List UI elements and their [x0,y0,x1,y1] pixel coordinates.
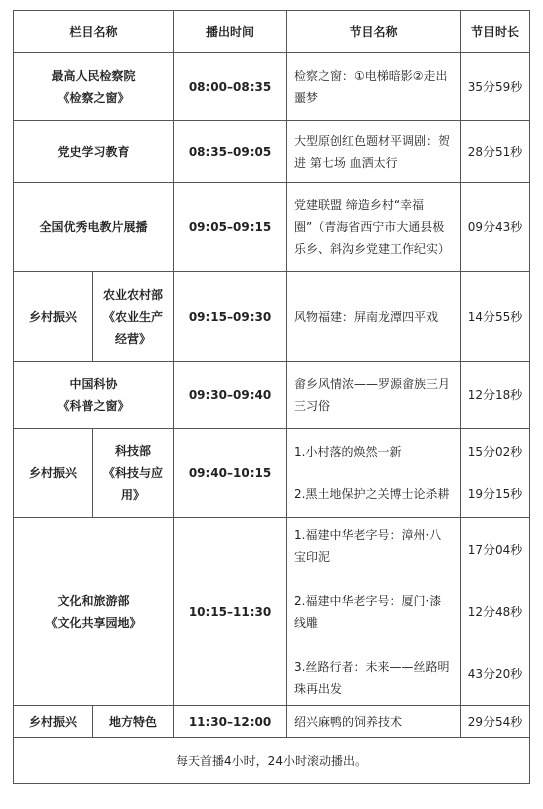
column-name-cell [14,53,174,121]
column-sub-line: 经营》 [115,331,152,346]
column-name-line: 中国科协 [69,377,118,391]
program-item: 1.小村落的焕然一新 [294,445,402,459]
broadcast-time: 09:40–10:15 [174,429,287,518]
column-sub-line: 科技部 [115,444,152,458]
schedule-table [13,10,530,784]
column-name-line: 《文化共享园地》 [45,615,142,630]
column-sub-line: 农业农村部 [103,287,164,302]
header-broadcast-time: 播出时间 [174,11,287,53]
program-duration: 09分43秒 [461,183,530,272]
program-item: 2.福建中华老字号：厦门·漆线雕 [294,593,442,630]
column-name-line: 《科普之窗》 [57,399,130,413]
header-duration: 节目时长 [461,11,530,53]
program-name: 绍兴麻鸭的饲养技术 [287,706,461,738]
column-sub-name: 地方特色 [93,706,174,738]
broadcast-time: 11:30–12:00 [174,706,287,738]
program-duration: 29分54秒 [461,706,530,738]
column-name-cell: 全国优秀电教片展播 [14,183,174,272]
column-name-cell [14,518,174,706]
table-row [14,121,530,183]
column-group-name: 乡村振兴 [14,272,93,362]
program-item: 3.丝路行者：未来——丝路明珠再出发 [294,659,450,696]
footer-row [14,738,530,784]
program-name: 畲乡风情浓——罗源畲族三月三习俗 [287,362,461,429]
table-row [14,706,530,738]
program-name: 大型原创红色题材平调剧：贺进 第七场 血洒太行 [287,121,461,183]
program-duration: 14分55秒 [461,272,530,362]
program-item-duration: 19分15秒 [467,487,523,501]
column-name-line: 最高人民检察院 [51,68,136,83]
table-row [14,429,530,518]
program-item-duration: 17分04秒 [467,542,523,557]
table-row [14,183,530,272]
broadcast-time: 09:05–09:15 [174,183,287,272]
column-name-line: 《检察之窗》 [57,90,130,105]
broadcast-time: 10:15–11:30 [174,518,287,706]
column-sub-name [93,429,174,518]
program-name: 风物福建：屏南龙潭四平戏 [287,272,461,362]
broadcast-time: 08:00–08:35 [174,53,287,121]
column-sub-name [93,272,174,362]
broadcast-time: 08:35–09:05 [174,121,287,183]
broadcast-time: 09:15–09:30 [174,272,287,362]
program-duration: 12分18秒 [461,362,530,429]
program-item: 1.福建中华老字号：漳州·八宝印泥 [294,527,442,564]
program-item-duration: 12分48秒 [467,604,523,619]
column-name-cell [14,362,174,429]
header-row [14,11,530,53]
program-duration: 28分51秒 [461,121,530,183]
table-row [14,362,530,429]
column-sub-line: 《农业生产 [103,309,164,324]
footer-note: 每天首播4小时，24小时滚动播出。 [14,738,530,784]
program-duration: 35分59秒 [461,53,530,121]
program-item-duration: 43分20秒 [467,666,523,681]
header-program-name: 节目名称 [287,11,461,53]
table-row [14,272,530,362]
program-name [287,429,461,518]
program-duration [461,429,530,518]
column-group-name: 乡村振兴 [14,429,93,518]
column-name-line: 文化和旅游部 [57,593,130,608]
program-item-duration: 15分02秒 [467,445,523,459]
program-name: 党建联盟 缔造乡村“幸福圈”（青海省西宁市大通县极乐乡、斜沟乡党建工作纪实） [287,183,461,272]
program-item: 2.黑土地保护之关博士论杀耕 [294,487,450,501]
table-row [14,518,530,706]
column-sub-line: 用》 [121,488,146,502]
table-row [14,53,530,121]
column-sub-line: 《科技与应 [103,466,164,480]
program-duration [461,518,530,706]
column-group-name: 乡村振兴 [14,706,93,738]
broadcast-time: 09:30–09:40 [174,362,287,429]
column-name-cell: 党史学习教育 [14,121,174,183]
program-name: 检察之窗：①电梯暗影②走出噩梦 [287,53,461,121]
program-name [287,518,461,706]
header-column-name: 栏目名称 [14,11,174,53]
